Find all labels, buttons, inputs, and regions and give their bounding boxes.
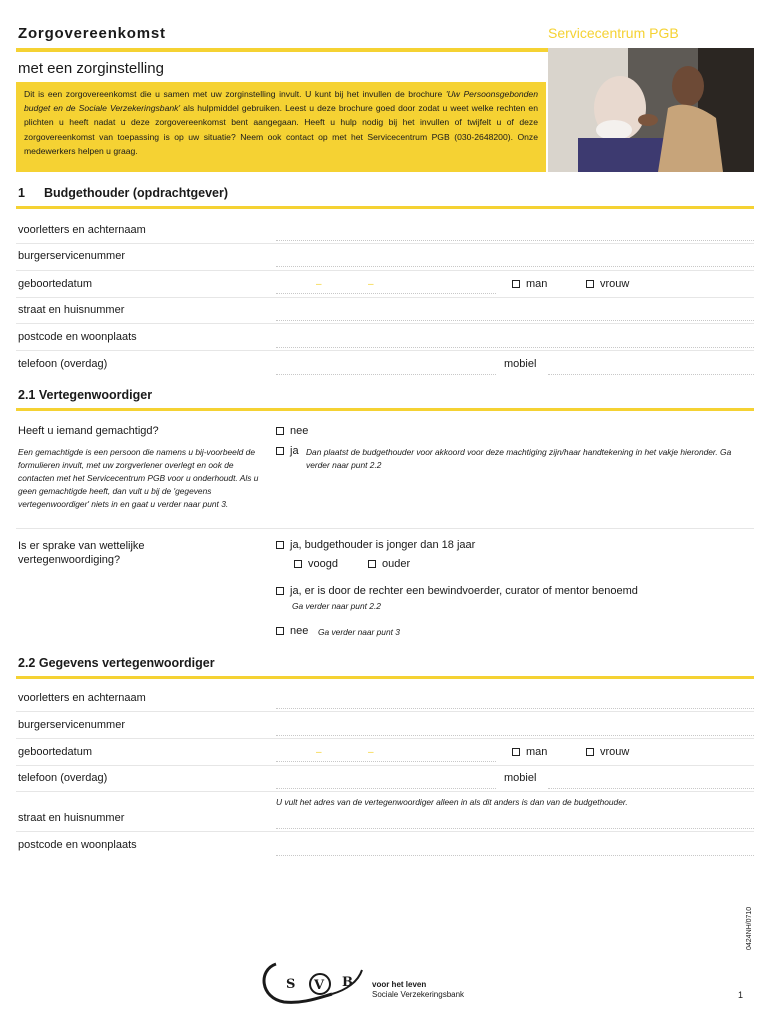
s22-postcode-field[interactable] (276, 841, 754, 856)
s21-q1-no-checkbox[interactable] (276, 427, 284, 435)
logo-letter-b: B (342, 975, 353, 990)
logo-letter-s: S (286, 977, 296, 992)
s1-phone-label: telefoon (overdag) (18, 358, 108, 370)
s21-q2-voogd-checkbox[interactable] (294, 560, 302, 568)
s22-phone-label: telefoon (overdag) (18, 772, 108, 784)
s21-q1-label: Heeft u iemand gemachtigd? (18, 425, 159, 437)
s21-q1-no-option[interactable] (276, 425, 308, 437)
s22-gender-male-checkbox[interactable] (512, 748, 520, 756)
s1-divider-4 (16, 323, 754, 324)
s1-postcode-field[interactable] (276, 333, 754, 348)
s1-gender-male-checkbox[interactable] (512, 280, 520, 288)
page-number: 1 (738, 990, 744, 1000)
s1-dob-sep-1: – (316, 279, 322, 290)
svb-logo (262, 960, 366, 1006)
s21-q2-ouder-option[interactable] (368, 558, 410, 570)
s1-name-field[interactable] (276, 226, 754, 241)
caregiver-photo (548, 48, 754, 172)
s1-gender-male-option[interactable] (512, 278, 547, 290)
intro-box (16, 82, 546, 172)
s1-divider-5 (16, 350, 754, 351)
s21-q2-opt1-option[interactable] (276, 539, 475, 551)
logo-letter-v: V (314, 978, 325, 993)
s22-mobile-field[interactable] (548, 774, 754, 789)
s1-gender-male-label: man (526, 278, 548, 290)
s21-q2-voogd-label: voogd (308, 558, 338, 570)
s21-q1-note: Een gemachtigde is een persoon die namens u bij-voorbeeld de formulieren invult, met uw zorgverlener overlegt en ook de contacten met het Servicecentrum PGB voor u onderhoudt. Als u geen gemachtigde heeft, dan vult u bij de 'gegevens vertegenwoordiger' niets in en gaat u verder naar punt 3. (18, 447, 259, 509)
footer-text (372, 980, 464, 1000)
s21-q2-ouder-checkbox[interactable] (368, 560, 376, 568)
intro-text: Dit is een zorgovereenkomst die u samen met uw zorginstelling invult. U kunt bij het invullen de brochure (24, 89, 446, 99)
s22-name-label: voorletters en achternaam (18, 692, 146, 704)
s22-postcode-label: postcode en woonplaats (18, 839, 137, 851)
s21-q1-yes-label: ja (290, 445, 299, 457)
s21-q2-opt3-option[interactable] (276, 625, 308, 637)
s1-dob-label: geboortedatum (18, 278, 92, 290)
s22-dob-label: geboortedatum (18, 746, 92, 758)
s1-gender-female-label: vrouw (600, 278, 630, 290)
s21-q2-voogd-option[interactable] (294, 558, 338, 570)
s21-q2-opt2-note: Ga verder naar punt 2.2 (292, 601, 381, 611)
s21-q1-yes-option[interactable] (276, 445, 299, 457)
s21-q2-opt2-checkbox[interactable] (276, 587, 284, 595)
s22-gender-male-option[interactable] (512, 746, 547, 758)
s1-divider-1 (16, 243, 754, 244)
section-1-heading (18, 186, 228, 200)
s22-divider-1 (16, 711, 754, 712)
s22-dob-sep-1: – (316, 747, 322, 758)
s21-q2-opt2-option[interactable] (276, 585, 638, 597)
s1-gender-female-option[interactable] (586, 278, 629, 290)
s1-mobile-field[interactable] (548, 360, 754, 375)
s1-divider-3 (16, 297, 754, 298)
s1-divider-2 (16, 270, 754, 271)
s22-dob-sep-2: – (368, 747, 374, 758)
s21-q2-opt1-checkbox[interactable] (276, 541, 284, 549)
s21-q2-opt3-label: nee (290, 625, 309, 637)
s22-name-field[interactable] (276, 694, 754, 709)
s1-dob-field[interactable] (276, 279, 496, 294)
s1-bsn-field[interactable] (276, 252, 754, 267)
s1-name-label: voorletters en achternaam (18, 224, 146, 236)
s1-bsn-label: burgerservicenummer (18, 250, 125, 262)
s22-divider-4 (16, 791, 754, 792)
s21-q1-yes-checkbox[interactable] (276, 447, 284, 455)
section-1-title: Budgethouder (opdrachtgever) (44, 186, 229, 200)
section-21-rule (16, 408, 754, 411)
intro-text-2: als hulpmiddel gebruiken. Leest u deze brochure goed door zodat u weet welke rechten en plichten u heeft nadat u deze zorgovereenkomst bent aangegaan. Heeft u hulp nodig bij het invullen of twijfelt u of deze zorgovereenkomst van toepassing is op uw situatie? Neem ook contact op met het Servicecentrum PGB (030-2648200). Onze medewerkers helpen u graag. (24, 103, 538, 156)
section-21-title: 2.1 Vertegenwoordiger (18, 388, 153, 402)
s22-gender-female-checkbox[interactable] (586, 748, 594, 756)
s22-gender-male-label: man (526, 746, 548, 758)
s22-address-field[interactable] (276, 814, 754, 829)
s22-divider-5 (16, 831, 754, 832)
footer-org: Sociale Verzekeringsbank (372, 990, 465, 999)
s22-dob-field[interactable] (276, 747, 496, 762)
s21-divider-1 (16, 528, 754, 529)
s22-gender-female-label: vrouw (600, 746, 630, 758)
s22-mobile-label: mobiel (504, 772, 537, 784)
s1-phone-field[interactable] (276, 360, 496, 375)
s21-q2-opt2-label: ja, er is door de rechter een bewindvoerder, curator of mentor benoemd (290, 585, 638, 597)
s22-divider-3 (16, 765, 754, 766)
section-1-rule (16, 206, 754, 209)
intro-brochure: 'Uw Persoonsgebonden budget en de Sociale Verzekeringsbank' (24, 89, 538, 114)
s21-q2-opt3-checkbox[interactable] (276, 627, 284, 635)
footer-tagline: voor het leven (372, 980, 427, 989)
photo-illustration (548, 48, 754, 172)
s22-divider-2 (16, 738, 754, 739)
s21-q1-no-label: nee (290, 425, 309, 437)
s21-q1-yes-note: Dan plaatst de budgethouder voor akkoord voor deze machtiging zijn/haar handtekening in het vakje hieronder. Ga verder naar punt 2.2 (306, 447, 732, 470)
s22-address-label: straat en huisnummer (18, 812, 125, 824)
s22-address-note: U vult het adres van de vertegenwoordiger alleen in als dit anders is dan van de budgethouder. (276, 797, 628, 807)
s1-gender-female-checkbox[interactable] (586, 280, 594, 288)
document-subtitle: met een zorginstelling (18, 60, 164, 77)
section-22-rule (16, 676, 754, 679)
s1-postcode-label: postcode en woonplaats (18, 331, 137, 343)
s1-dob-sep-2: – (368, 279, 374, 290)
section-1-number: 1 (18, 186, 25, 200)
s22-bsn-field[interactable] (276, 721, 754, 736)
s21-q2-opt1-label: ja, budgethouder is jonger dan 18 jaar (290, 539, 476, 551)
form-code: 0424NH/0710 (746, 906, 753, 950)
s21-q2-ouder-label: ouder (382, 558, 411, 570)
s22-gender-female-option[interactable] (586, 746, 629, 758)
s1-address-label: straat en huisnummer (18, 304, 125, 316)
s21-q2-label: Is er sprake van wettelijke vertegenwoordiging? (18, 540, 145, 566)
s21-q2-opt3-note: Ga verder naar punt 3 (318, 627, 400, 637)
s1-mobile-label: mobiel (504, 358, 537, 370)
document-title: Zorgovereenkomst (18, 25, 166, 42)
s1-address-field[interactable] (276, 306, 754, 321)
s22-bsn-label: burgerservicenummer (18, 719, 125, 731)
s22-phone-field[interactable] (276, 774, 496, 789)
section-22-title: 2.2 Gegevens vertegenwoordiger (18, 656, 215, 670)
brand-name: Servicecentrum PGB (548, 25, 679, 41)
